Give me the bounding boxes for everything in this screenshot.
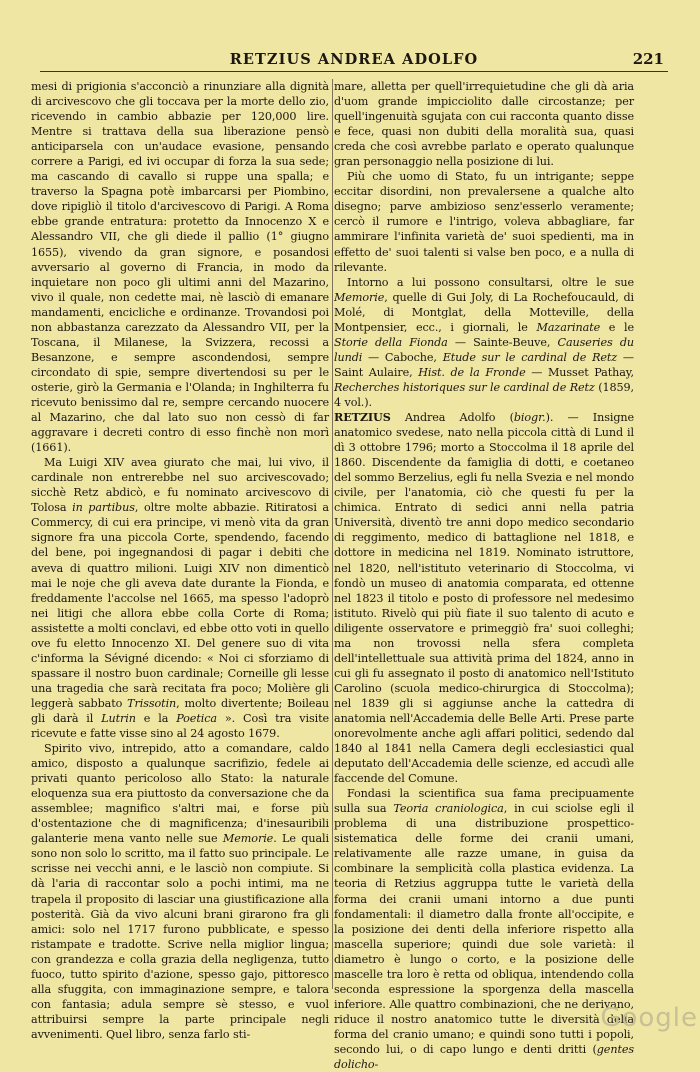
text-run: Intorno a lui possono consultarsi, oltre le sue [347,275,634,289]
paragraph [334,79,634,169]
text-run: , molto divertente; Boileau gli darà il [31,696,329,725]
entry-paragraph [334,410,634,786]
italic-title: Causeries du lundi [334,335,635,364]
text-run: — Musset Pathay, [525,365,634,379]
italic-title: Teoria craniologica [393,802,504,816]
italic-term: gentes dolicho- [334,1043,634,1072]
paragraph [334,169,634,274]
running-header [40,49,668,72]
italic-title: Mazarinate [536,320,601,334]
left-column [31,79,330,1041]
italic-term: biogr. [513,411,546,425]
text-run: , oltre molte abbazie. Ritiratosi a Commercy, di cui era principe, vi menò vita da gran signore fra una piccola Corte, spendendo, facendo del bene, poi ingegnandosi di pagar i debiti che aveva di quattro milioni. Luigi XIV non dimenticò mai le noje che gli aveva date durante la Fionda, e freddamente l'accolse nel 1665, ma spesso l'adoprò nei litigi che allora ebbe colla Corte di Roma; assistette a molti conclavi, ed ebbe otto voti in quello ove fu eletto Innocenzo XI. Del genere suo di vita c'informa la Sévigné dicendo: « Noi ci sforziamo di spassare il nostro buon cardinale; Corneille gli lesse una tragedia che sarà recitata fra poco; Molière gli leggerà sabbato [31,501,330,710]
text-run: — Saint Aulaire, [334,350,634,379]
italic-title: Etude sur le cardinal de Retz [442,350,618,364]
text-run: ». Così tra visite ricevute e fatte visse sino al 24 agosto 1679. [31,711,329,741]
header-title: RETZIUS ANDREA ADOLFO [229,51,479,68]
page-number: 221 [632,50,664,68]
italic-term: in partibus [72,501,135,515]
italic-title: Lutrin [101,711,136,725]
italic-title: Poetica [176,711,217,725]
text-run: — Sainte-Beuve, [447,335,558,349]
column-divider [332,79,333,989]
watermark: Google [600,1003,698,1033]
text-run: , in cui sciolse egli il problema di una distribuzione prospettico-sistematica delle forme dei cranii umani, relativamente alle razze umane, in guisa da combinare la semplicità colla plastica evidenza. La teoria di Retzius aggruppa tutte le varietà della forma dei cranii umani intorno a due punti fondamentali: il diametro dalla fronte all'occipite, e la posizione dei denti della inferiore rispetto alla mascella superiore; quindi due sole varietà: il diametro è lungo o corto, e la posizione delle mascelle tra loro è retta od obliqua, intendendo colla seconda espressione la sporgenza della mascella inferiore. Alle quattro combinazioni, che ne derivano, riduce il nostro anatomico tutte le diversità della forma del cranio umano; e quindi sono tutti i popoli, secondo lui, o di capo lungo e denti dritti ( [334,802,634,1056]
text-run: . Le quali sono non solo lo scritto, ma il fatto suo principale. Le scrisse nei vecchi anni, e le lasciò non compiute. Si dà l'aria di raccontar solo a pochi intimi, ma ne trapela il proposito di lasciar una giustificazione alla posterità. Già da vivo alcuni brani girarono fra gli amici: solo nel 1717 furono pubblicate, e spesso ristampate e tradotte. Scrive nella miglior lingua; con grandezza e colla grazia della negligenza, tutto fuoco, tutto spirito d'azione, spesso gajo, pittoresco alla sfuggita, con immaginazione sempre, e talora con fantasia; adula sempre sè stesso, e vuol attribuirsi sempre la parte principale negli avvenimenti. Quel libro, senza farlo sti- [31,832,329,1041]
italic-title: Trissotin [127,696,177,710]
paragraph [31,455,329,741]
text-run: ). — Insigne anatomico svedese, nato nella piccola città di Lund il dì 3 ottobre 1796; morto a Stoccolma il 18 aprile del 1860. Discendente da famiglia di dotti, e coetaneo del sommo Berzelius, egli fu nella Svezia e nel mondo civile, per l'anatomia, ciò che questi fu per la chimica. Entrato di sedici anni nella patria Università, diventò tre anni dopo medico secondario di reggimento, medico di battaglione nel 1818, e dottore in medicina nel 1819. Nominato istruttore, nel 1820, nell'istituto veterinario di Stoccolma, vi fondò un museo di anatomia comparata, ed ottenne nel 1823 il titolo e posto di professore nel medesimo istituto. Rivelò qui più fiate il suo talento di acuto e diligente osservatore e primeggiò fra' suoi colleghi; ma non trovossi nella sfera completa dell'intellettuale sua attività prima del 1824, anno in cui gli fu assegnato il posto di anatomico nell'Istituto Carolino (scuola medico-chirurgica di Stoccolma); nel 1839 gli si aggiunse anche la cattedra di anatomia nell'Accademia delle Belle Arti. Prese parte onorevolmente anche agli affari politici, sedendo dal 1840 al 1841 nella Camera degli ecclesiastici qual deputato dell'Accademia delle scienze, ed accudì alle faccende del Comune. [334,411,635,786]
text-run: — Caboche, [362,350,443,364]
text-run: e le [600,320,635,334]
text-run: Ma Luigi XIV avea giurato che mai, lui vivo, il cardinale non entrerebbe nel suo arcivescovado; sicchè Retz abdicò, e fu nominato arcivescovo di Tolosa [31,456,329,515]
text-run: Andrea Adolfo ( [390,411,514,425]
text-run: mesi di prigionia s'acconciò a rinunziare alla dignità di arcivescovo che gli toccava per la morte dello zio, ricevendo in cambio abbazie per 120,000 lire. Mentre si trattava della sua liberazione pensò anticiparsela con un'audace evasione, pensando correre a Parigi, ed ivi occupar di forza la sua sede; ma cascando di cavallo si ruppe una spalla; e traverso la Spagna potè imbarcarsi per Piombino, dove ripigliò il titolo d'arcivescovo di Parigi. A Roma ebbe grande entratura: protetto da Innocenzo X e Alessandro VII, che gli diede il pallio (1° giugno 1655), vivendo da gran signore, e posandosi avversario al governo di Francia, in modo da inquietare non poco gli ultimi anni del Mazarino, vivo il quale, non cedette mai, nè lasciò di emanare mandamenti, encicliche e ordinanze. Trovandosi poi non abbastanza carezzato da Alessandro VII, per la Toscana, il Milanese, la Svizzera, recossi a Besanzone, e sempre ascondendosi, sempre circondato di spie, sempre divertendosi su per le osterie, girò la Germania e l'Olanda; in Inghilterra fu ricevuto benissimo dal re, sempre cercando nuocere al Mazarino, che dal lato suo non cessò di far aggravare i decreti contro di esso finchè non morì (1661). [31,80,329,455]
paragraph [31,79,329,455]
italic-title: Hist. de la Fronde [418,365,526,379]
text-run: Spirito vivo, intrepido, atto a comandare, caldo amico, disposto a qualunque sacrifizio, fedele ai privati quanto pericoloso allo Stato: la naturale eloquenza sua era piuttosto da conversazione che da assemblee; magnifico s'altri mai, e forse più d'ostentazione che di magnificenza; d'inesauribili galanterie mena vanto nelle sue [31,742,329,846]
text-run: Più che uomo di Stato, fu un intrigante; seppe eccitar disordini, non prevalersene a qualche alto disegno; parve ambizioso senz'esserlo veramente; cercò il rumore e l'intrigo, voleva abbagliare, far ammirare l'infinita varietà de' suoi spedienti, ma in effetto de' suoi talenti si valse ben poco, e a nulla di rilevante. [334,170,634,274]
paragraph [334,786,634,1072]
italic-title: Memorie [222,832,274,846]
italic-title: Memorie [334,290,385,304]
text-run: e la [135,711,177,725]
text-run: mare, alletta per quell'irrequietudine che gli dà aria d'uom grande impicciolito dalle circostanze; per quell'ingenuità sgujata con cui racconta quanto disse e fece, quasi non dubiti della moralità sua, quasi creda che così avrebbe parlato e operato qualunque gran personaggio nella posizione di lui. [334,80,634,169]
paragraph [334,275,634,410]
italic-title: Storie della Fionda [334,335,448,349]
text-run: (1859, 4 vol.). [334,380,634,409]
text-run: Fondasi la scientifica sua fama precipuamente sulla sua [334,787,634,816]
entry-headword: RETZIUS [334,410,391,425]
right-column [334,79,635,1072]
italic-title: Recherches historiques sur le cardinal de Retz [334,380,595,394]
text-run: , quelle di Gui Joly, di La Rochefoucauld, di Molé, di Montglat, della Motteville, della Montpensier, ecc., i giornali, le [334,290,634,334]
paragraph [31,741,329,1042]
